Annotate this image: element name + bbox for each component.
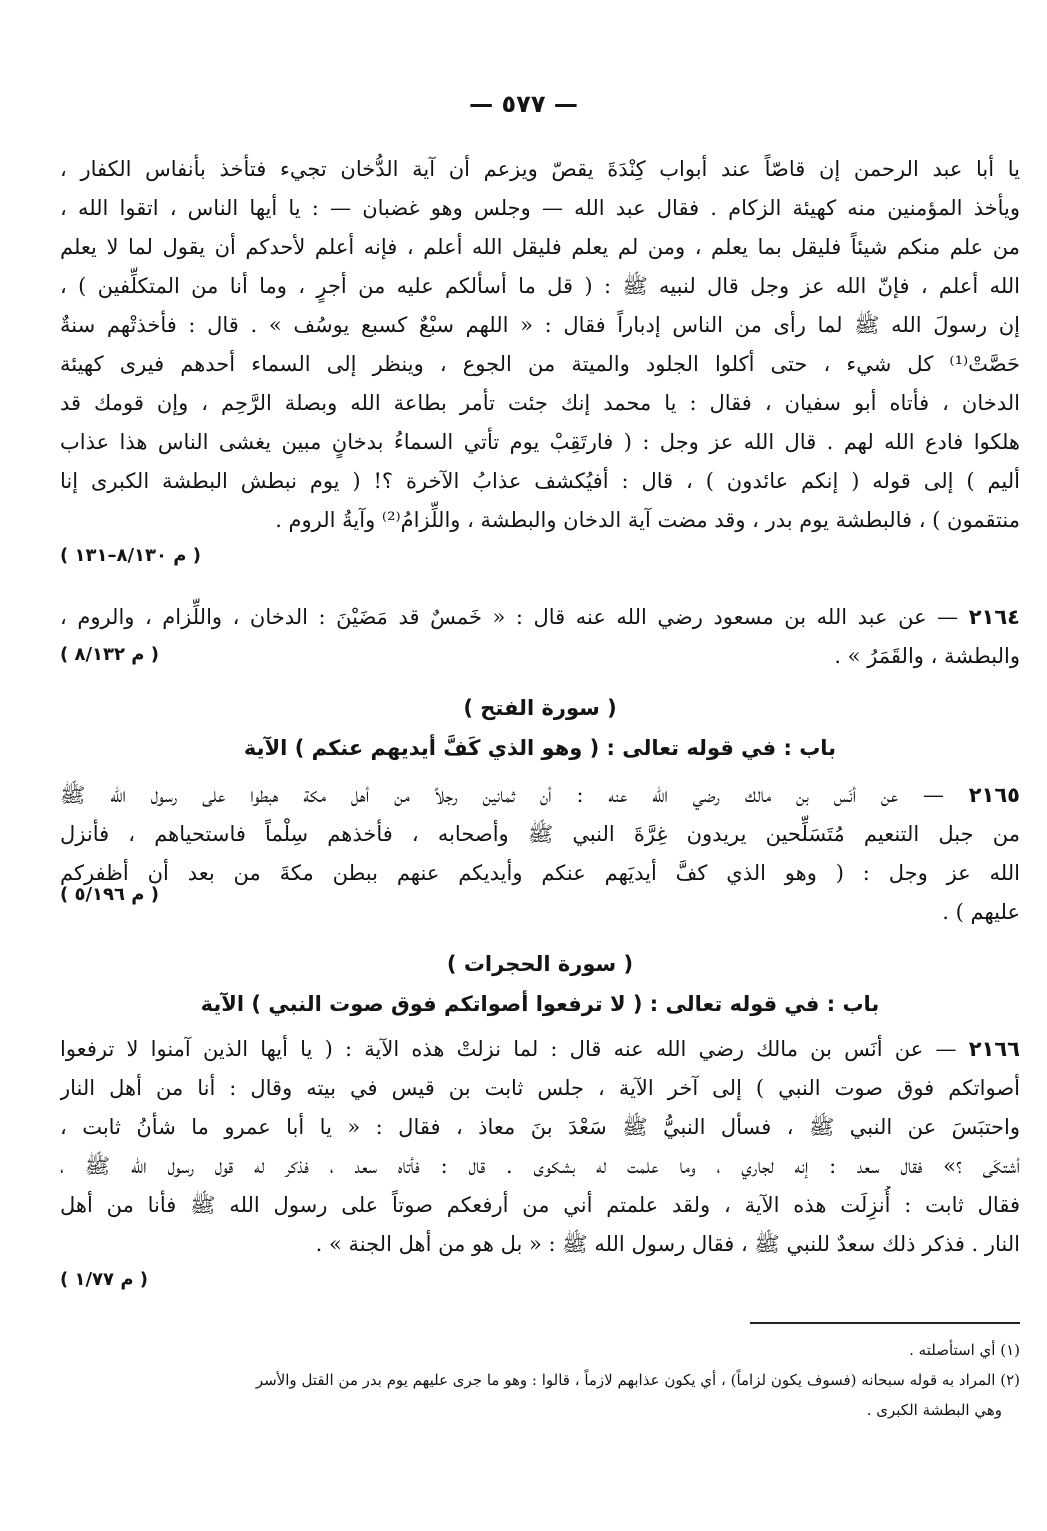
text-line: الله أعلم ، فإنّ الله عز وجل قال لنبيه ﷺ : ( قل ما أسألكم عليه من أجرٍ ، وما أنا من المتكلِّفين ) ، bbox=[60, 274, 1020, 298]
text-line: أليم ) إلى قوله ( إنكم عائدون ) ، قال : أفيُكشف عذابُ الآخرة ؟! ( يوم نبطش البطشة الكبرى إنا bbox=[60, 469, 1020, 493]
text-line: حَصَّتْ⁽¹⁾ كل شيء ، حتى أكلوا الجلود والميتة من الجوع ، وينظر إلى السماء أحدهم فيرى كهيئة bbox=[60, 352, 1020, 376]
page-number: — ٥٧٧ — bbox=[469, 90, 578, 118]
text-line: من علم منكم شيئاً فليقل بما يعلم ، ومن لم يعلم فليقل الله أعلم ، فإنه أعلم لأحدكم أن يقول لما لا يعلم bbox=[60, 235, 1020, 259]
footnote: (١) أي استأصلته . bbox=[909, 1341, 1020, 1359]
text-line: واحتبَسَ عن النبي ﷺ ، فسأل النبيُّ ﷺ سَعْدَ بنَ معاذ ، فقال : « يا أبا عمرو ما شأنُ ثابت ، bbox=[60, 1115, 1020, 1139]
text-line: هلكوا فادع الله لهم . قال الله عز وجل : ( فارتَقِبْ يوم تأتي السماءُ بدخانٍ مبين يغشى الناس هذا عذاب bbox=[60, 430, 1020, 454]
chapter-heading: باب : في قوله تعالى : ( لا ترفعوا أصواتكم فوق صوت النبي ) الآية bbox=[200, 992, 880, 1016]
text-line: أصواتكم فوق صوت النبي ) إلى آخر الآية ، جلس ثابت بن قيس في بيته وقال : أنا من أهل النار bbox=[60, 1076, 1020, 1100]
source-reference: ( م ٨/١٣٢ ) bbox=[60, 644, 159, 665]
footnote: وهي البطشة الكبرى . bbox=[866, 1401, 1002, 1419]
text-line: فقال ثابت : أُنزِلَت هذه الآية ، ولقد علمتم أني من أرفعكم صوتاً على رسول الله ﷺ فأنا من أهل bbox=[60, 1193, 1020, 1217]
text-line: الله عز وجل : ( وهو الذي كفَّ أيديَهم عنكم وأيديكم عنهم ببطن مكةَ من بعد أن أظفركم bbox=[60, 861, 1020, 885]
hadith-number: ٢١٦٥ bbox=[968, 783, 1020, 807]
text-line: ويأخذ المؤمنين منه كهيئة الزكام . فقال عبد الله — وجلس وهو غضبان — : يا أيها الناس ، اتقوا الله ، bbox=[60, 196, 1020, 220]
text-line: الدخان ، فأتاه أبو سفيان ، فقال : يا محمد إنك جئت تأمر بطاعة الله وبصلة الرَّحِم ، وإن قومك قد bbox=[60, 391, 1020, 415]
source-reference: ( م ١/٧٧ ) bbox=[60, 1269, 149, 1290]
text-line: — عن عبد الله بن مسعود رضي الله عنه قال : « خَمسٌ قد مَضَيْنَ : الدخان ، واللِّزام ، والروم ، bbox=[60, 605, 959, 629]
text-line: يا أبا عبد الرحمن إن قاصّاً عند أبواب كِنْدَةَ يقصّ ويزعم أن آية الدُّخان تجيء فتأخذ بأنفاس الكفار ، bbox=[60, 157, 1020, 181]
hadith-number: ٢١٦٤ bbox=[968, 605, 1020, 629]
source-reference: ( م ٥/١٩٦ ) bbox=[60, 884, 159, 905]
text-line: أشتكَى ؟» فقال سعد : إنه لجاري ، وما علمت له بشكوى . قال : فأتاه سعد ، فذكر له قول رسول الله ﷺ ، bbox=[60, 1154, 1020, 1178]
footnote-divider bbox=[750, 1322, 1020, 1324]
hadith-2166 bbox=[60, 1030, 1020, 1296]
text-line: — عن أنَس بن مالك رضي الله عنه قال : لما نزلتْ هذه الآية : ( يا أيها الذين آمنوا لا ترفعوا bbox=[60, 1037, 957, 1061]
text-line: إن رسولَ الله ﷺ لما رأى من الناس إدباراً فقال : « اللهم سبْعٌ كسبع يوسُف » . قال : فأخذتْهم سنةٌ bbox=[60, 313, 1020, 337]
text-line: من جبل التنعيم مُتَسَلِّحين يريدون غِرَّةَ النبي ﷺ وأصحابه ، فأخذهم سِلْماً فاستحياهم ، فأنزل bbox=[60, 822, 1020, 846]
passage-continued bbox=[60, 150, 1020, 572]
hadith-number: ٢١٦٦ bbox=[968, 1037, 1020, 1061]
text-line: — عن أنَس بن مالك رضي الله عنه : أن ثمانين رجلاً من أهل مكة هبطوا على رسول الله ﷺ bbox=[60, 783, 944, 807]
footnote: (٢) المراد به قوله سبحانه (فسوف يكون لزاماً) ، أي يكون عذابهم لازماً ، قالوا : وهو ما جرى عليهم يوم بدر من القتل والأسر bbox=[255, 1371, 1020, 1389]
surah-title: ( سورة الحجرات ) bbox=[446, 952, 634, 976]
hadith-2165 bbox=[60, 776, 1020, 932]
text-line: النار . فذكر ذلك سعدٌ للنبي ﷺ ، فقال رسول الله ﷺ : « بل هو من أهل الجنة » . bbox=[315, 1232, 1020, 1256]
source-reference: ( م ٨/١٣٠–١٣١ ) bbox=[60, 545, 201, 566]
text-line: والبطشة ، والقَمَرُ » . bbox=[834, 644, 1020, 668]
chapter-heading: باب : في قوله تعالى : ( وهو الذي كَفَّ أيديهم عنكم ) الآية bbox=[243, 736, 837, 760]
hadith-2164 bbox=[60, 598, 1020, 676]
surah-title: ( سورة الفتح ) bbox=[463, 696, 617, 720]
text-line: منتقمون ) ، فالبطشة يوم بدر ، وقد مضت آية الدخان والبطشة ، واللِّزامُ⁽²⁾ وآيةُ الروم . bbox=[275, 508, 1020, 532]
text-line: عليهم ) . bbox=[942, 900, 1020, 924]
